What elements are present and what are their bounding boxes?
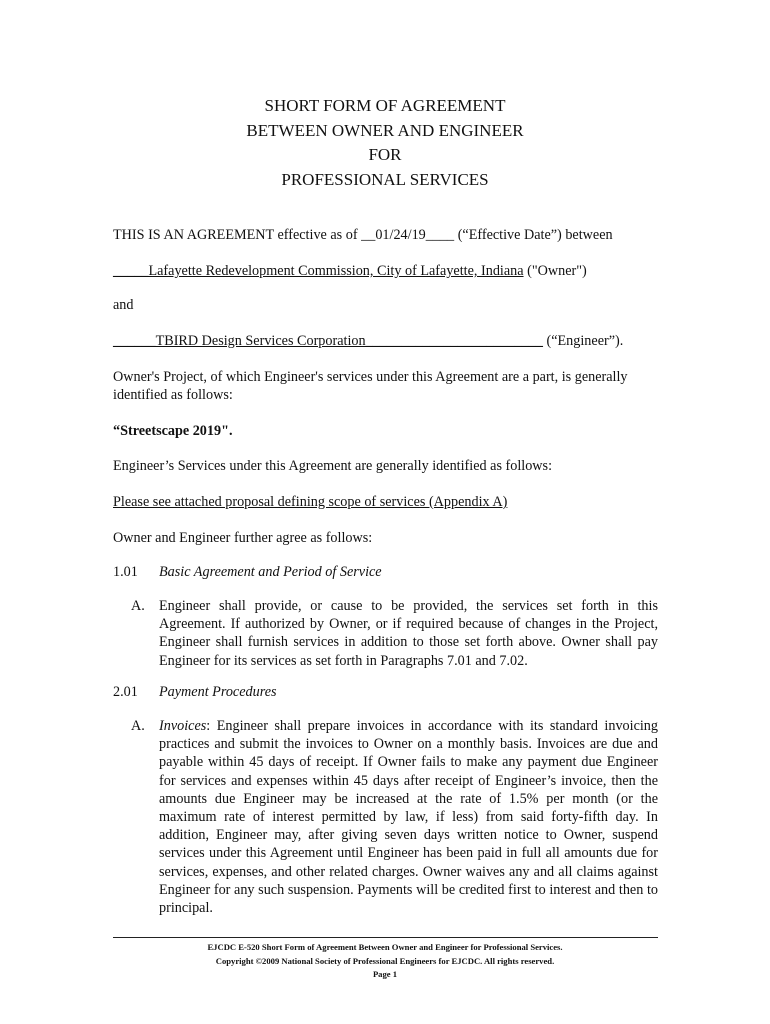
title-line-4: PROFESSIONAL SERVICES — [281, 169, 489, 189]
title-line-3: FOR — [368, 145, 402, 164]
footer-line-1: EJCDC E-520 Short Form of Agreement Between Owner and Engineer for Professional Services. — [207, 942, 563, 952]
intro-line — [113, 226, 613, 244]
title-line-1: SHORT FORM OF AGREEMENT — [264, 96, 506, 115]
footer-divider — [113, 937, 658, 938]
project-description — [113, 368, 628, 405]
invoices-lead: Invoices — [159, 718, 207, 734]
effective-date: __01/24/19____ — [361, 227, 455, 243]
section-2-item-letter: A. — [131, 718, 145, 734]
section-1-item-text: Engineer shall provide, or cause to be provided, the services set forth in this Agreement. If authorized by Owner, or if required because of changes in the Project, Engineer shall furnish services in addition to those set forth above. Owner shall pay Engineer for its services as set forth in Paragraphs 7.01 and 7.02. — [159, 598, 658, 669]
section-1-number: 1.01 — [113, 564, 138, 580]
owner-name: _____Lafayette Redevelopment Commission, City of Lafayette, Indiana — [113, 263, 524, 279]
section-1-item-letter: A. — [131, 598, 145, 614]
intro-prefix: THIS IS AN AGREEMENT effective as of — [113, 227, 362, 243]
project-name: “Streetscape 2019". — [113, 423, 233, 439]
section-2-title: Payment Procedures — [159, 684, 277, 700]
engineer-line — [113, 332, 623, 350]
section-1-title: Basic Agreement and Period of Service — [159, 564, 382, 580]
services-intro: Engineer’s Services under this Agreement are generally identified as follows: — [113, 458, 553, 474]
engineer-name: ______TBIRD Design Services Corporation_________________________ — [113, 333, 543, 349]
project-line-2: identified as follows: — [113, 387, 233, 404]
services-reference: Please see attached proposal defining scope of services (Appendix A) — [113, 494, 508, 510]
owner-line — [113, 262, 587, 280]
owner-role: ("Owner") — [523, 263, 587, 279]
title-line-2: BETWEEN OWNER AND ENGINEER — [246, 120, 524, 140]
further-agree: Owner and Engineer further agree as follows: — [113, 530, 373, 546]
agreement-title — [0, 94, 770, 192]
footer-copyright: Copyright ©2009 National Society of Professional Engineers for EJCDC. All rights reserved. — [215, 955, 555, 966]
page-number: Page 1 — [372, 969, 398, 979]
project-line-1: Owner's Project, of which Engineer's services under this Agreement are a part, is generally — [113, 369, 628, 385]
page-footer — [0, 941, 770, 982]
engineer-role: (“Engineer”). — [542, 333, 624, 349]
and-text: and — [113, 297, 134, 313]
section-2-number: 2.01 — [113, 684, 138, 700]
section-2-item-paragraph — [159, 717, 658, 917]
section-2-item-text: : Engineer shall prepare invoices in accordance with its standard invoicing practices and submit the invoices to Owner on a monthly basis. Invoices are due and payable within 45 days of receipt. If Owner fails to make any payment due Engineer for services and expenses within 45 days after receipt of Engineer’s invoice, then the amounts due Engineer may be increased at the rate of 1.5% per month (or the maximum rate of interest permitted by law, if less) from said forty-fifth day. In addition, Engineer may, after giving seven days written notice to Owner, suspend services under this Agreement until Engineer has been paid in full all amounts due for services, expenses, and other related charges. Owner waives any and all claims against Engineer for any such suspension. Payments will be credited first to interest and then to principal. — [159, 718, 658, 917]
intro-suffix: (“Effective Date”) between — [454, 227, 613, 243]
